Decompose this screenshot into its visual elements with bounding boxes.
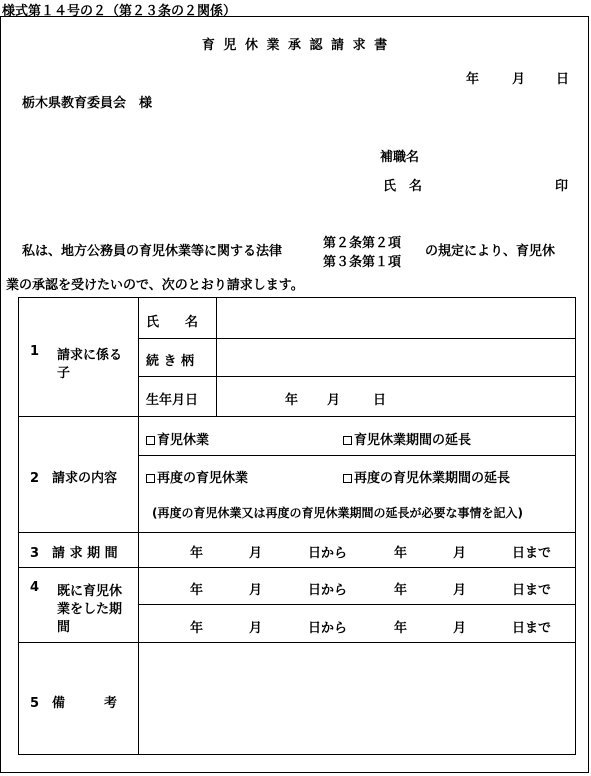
period-end-month: 月 [453,546,467,561]
period-end-year: 年 [394,546,408,561]
prev2-end-day: 日まで [512,621,552,636]
sec3-label: 3 請 求 期 間 [30,546,118,561]
option-label: 育児休業期間の延長 [354,433,472,448]
divider [138,297,139,755]
form-number: 様式第１４号の２（第２３条の２関係） [2,4,237,19]
prev2-start-day: 日から [308,621,348,636]
prev1-start-year: 年 [190,583,204,598]
sec4-label-line3: 間 [57,620,71,635]
position-label: 補職名 [380,150,420,165]
date-year-label: 年 [466,72,480,87]
sec2-note: (再度の育児休業又は再度の育児休業期間の延長が必要な事情を記入) [152,506,523,520]
checkbox-icon[interactable] [146,436,155,445]
option-label: 再度の育児休業 [157,471,249,486]
law-item-2: 第３条第１項 [323,255,402,270]
prev2-end-month: 月 [453,621,467,636]
divider [216,297,217,416]
body-line1-prefix: 私は、地方公務員の育児休業等に関する法律 [22,244,283,259]
prev2-start-year: 年 [190,621,204,636]
sec4-num: 4 [30,580,40,595]
form-title: 育 児 休 業 承 認 請 求 書 [201,38,390,53]
prev1-end-year: 年 [394,583,408,598]
sec2-label: 2 請求の内容 [30,471,118,486]
sec1-label-line1: 請求に係る [57,348,123,363]
law-item-1: 第２条第２項 [323,236,402,251]
prev1-end-month: 月 [453,583,467,598]
relationship-label: 続 き 柄 [146,354,195,369]
divider [138,455,576,456]
option-repeat-leave[interactable] [146,467,248,486]
period-end-day: 日まで [512,546,552,561]
name-label: 氏 名 [383,179,423,194]
divider [138,338,576,339]
sec1-num: 1 [30,344,40,359]
period-start-year: 年 [190,546,204,561]
option-label: 育児休業 [157,433,210,448]
birthdate-label: 生年月日 [146,393,199,408]
request-table [18,297,576,755]
birth-month: 月 [327,393,341,408]
birth-year: 年 [285,393,299,408]
prev1-end-day: 日まで [512,583,552,598]
period-start-month: 月 [249,546,263,561]
sec1-label-line2: 子 [57,366,71,381]
option-childcare-leave[interactable] [146,429,209,448]
body-line2: 業の承認を受けたいので、次のとおり請求します。 [6,278,304,293]
divider [138,376,576,377]
option-extension[interactable] [343,429,471,448]
divider [18,532,576,533]
checkbox-icon[interactable] [146,474,155,483]
date-day-label: 日 [556,72,570,87]
period-start-day: 日から [308,546,348,561]
prev2-start-month: 月 [249,621,263,636]
divider [18,642,576,643]
checkbox-icon[interactable] [343,474,352,483]
prev1-start-month: 月 [249,583,263,598]
divider [18,567,576,568]
birth-day: 日 [373,393,387,408]
body-line1-suffix: の規定により、育児休 [425,244,556,259]
child-name-label: 氏 名 [146,315,199,330]
date-month-label: 月 [512,72,526,87]
sec5-label: 5 備 考 [30,696,118,711]
sec4-label-line2: 業をした期 [57,602,123,617]
option-label: 再度の育児休業期間の延長 [354,471,511,486]
divider [18,416,576,417]
addressee: 栃木県教育委員会 様 [22,96,153,111]
prev2-end-year: 年 [394,621,408,636]
seal-label: 印 [555,179,569,194]
prev1-start-day: 日から [308,583,348,598]
checkbox-icon[interactable] [343,436,352,445]
option-repeat-extension[interactable] [343,467,510,486]
divider [138,604,576,605]
sec4-label-line1: 既に育児休 [57,584,123,599]
